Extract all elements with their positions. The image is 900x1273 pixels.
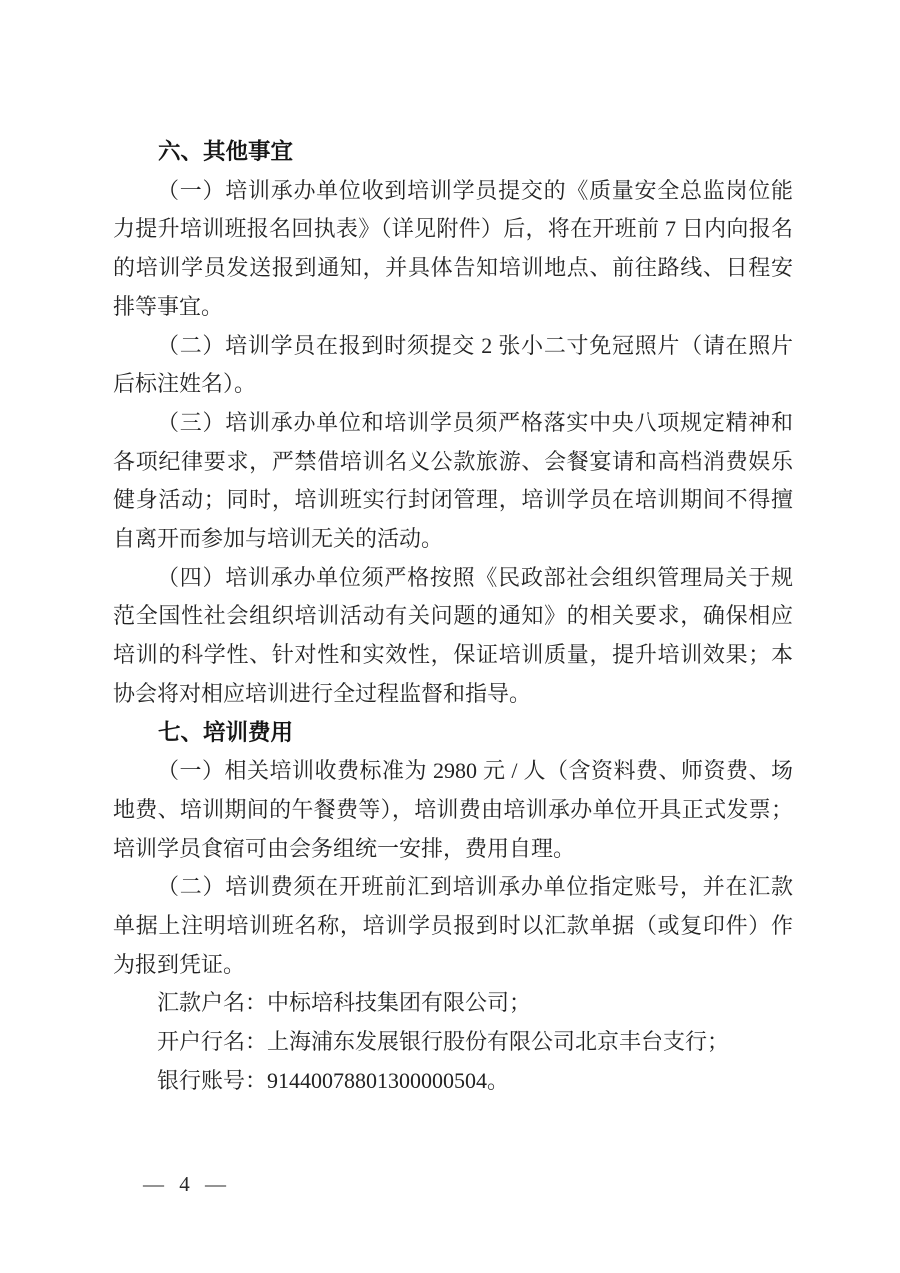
paragraph-fees-1: （一）相关培训收费标准为 2980 元 / 人（含资料费、师资费、场地费、培训期间的午餐费等），培训费由培训承办单位开具正式发票；培训学员食宿可由会务组统一安排，费用自理。	[113, 758, 793, 861]
remittance-account-name: 汇款户名：中标培科技集团有限公司；	[157, 990, 532, 1016]
section-heading-training-fees: 七、培训费用	[158, 719, 294, 745]
paragraph-other-matters-2: （二）培训学员在报到时须提交 2 张小二寸免冠照片（请在照片后标注姓名）。	[113, 332, 793, 397]
paragraph-other-matters-4: （四）培训承办单位须严格按照《民政部社会组织管理局关于规范全国性社会组织培训活动有关问题的通知》的相关要求，确保相应培训的科学性、针对性和实效性，保证培训质量，提升培训效果；本协会将对相应培训进行全过程监督和指导。	[113, 564, 793, 706]
section-heading-other-matters: 六、其他事宜	[158, 139, 294, 164]
paragraph-other-matters-3: （三）培训承办单位和培训学员须严格落实中央八项规定精神和各项纪律要求，严禁借培训名义公款旅游、会餐宴请和高档消费娱乐健身活动；同时，培训班实行封闭管理，培训学员在培训期间不得擅自离开而参加与培训无关的活动。	[113, 409, 793, 552]
paragraph-fees-2: （二）培训费须在开班前汇到培训承办单位指定账号，并在汇款单据上注明培训班名称，培训学员报到时以汇款单据（或复印件）作为报到凭证。	[113, 874, 793, 977]
document-body	[113, 133, 793, 1101]
paragraph-other-matters-1: （一）培训承办单位收到培训学员提交的《质量安全总监岗位能力提升培训班报名回执表》（详见附件）后，将在开班前 7 日内向报名的培训学员发送报到通知，并具体告知培训地点、前往路线、日程安排等事宜。	[113, 177, 793, 319]
page-number: — 4 —	[143, 1172, 231, 1196]
remittance-bank-name: 开户行名：上海浦东发展银行股份有限公司北京丰台支行；	[157, 1029, 730, 1055]
remittance-account-number: 银行账号：91440078801300000504。	[157, 1067, 510, 1093]
